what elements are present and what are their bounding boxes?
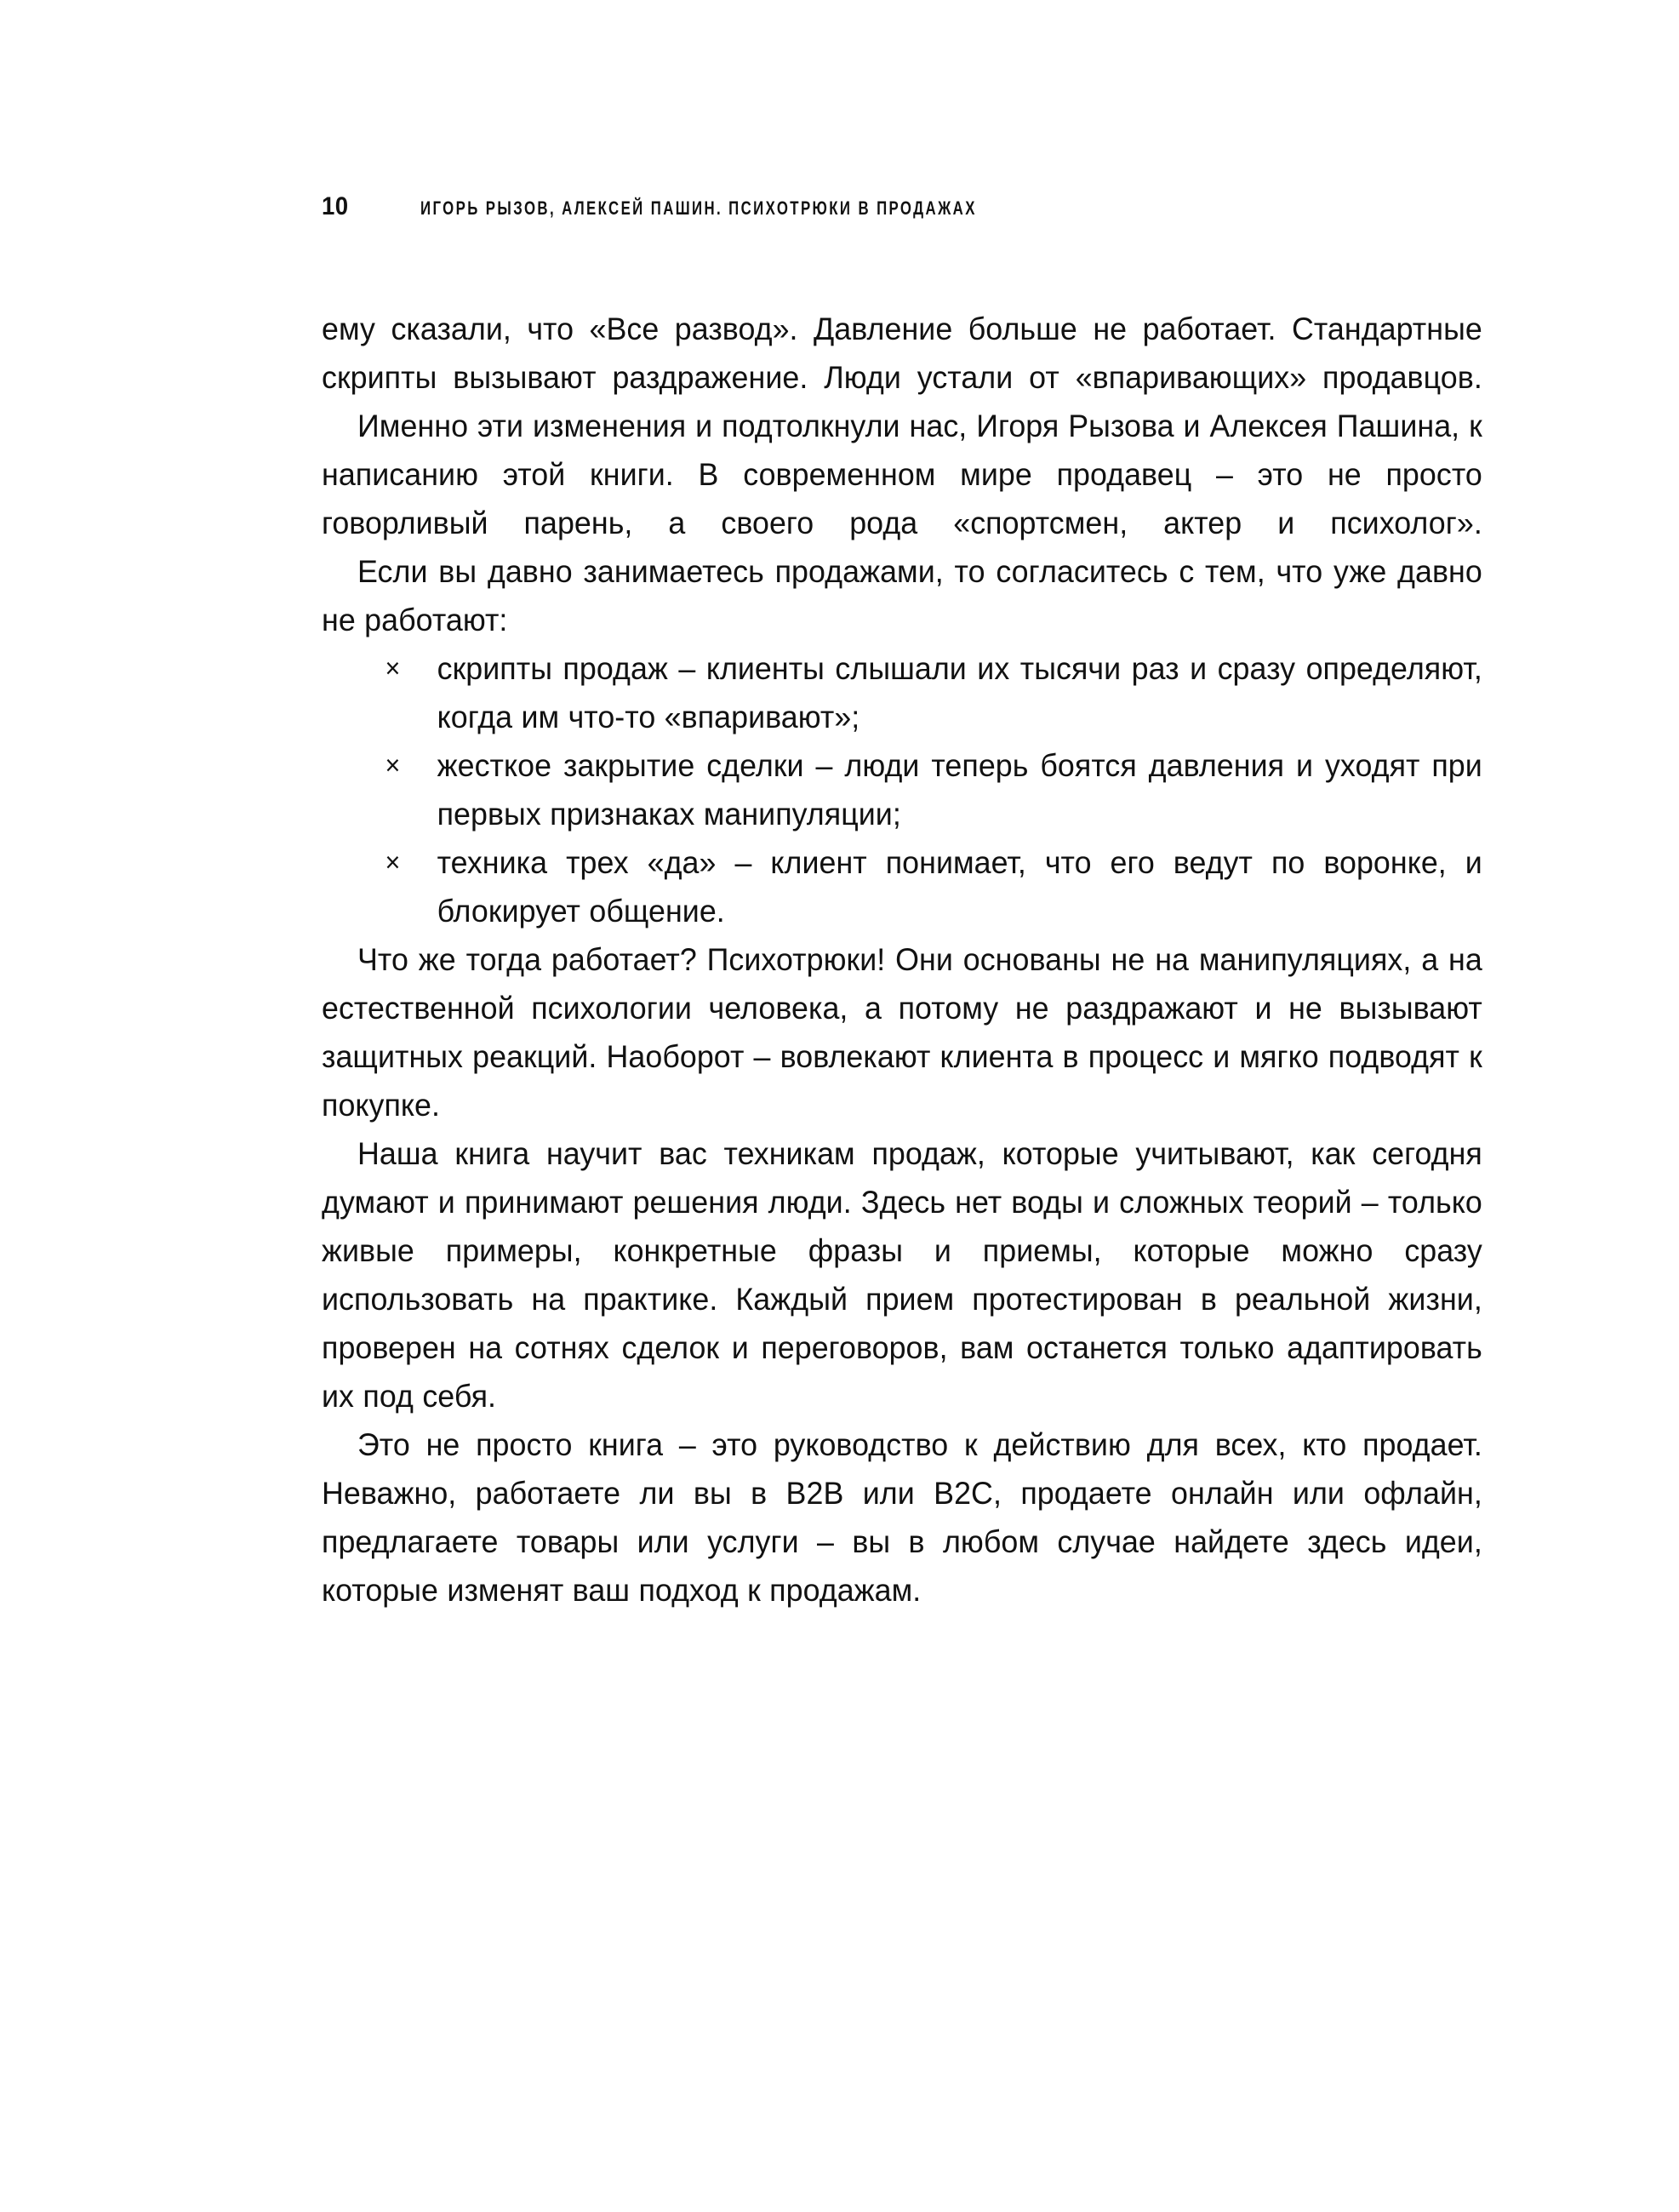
- list-item-label: жесткое закрытие сделки – люди теперь боятся давления и уходят при первых признаках манипуляции;: [437, 747, 1482, 832]
- paragraph: Именно эти изменения и подтолкнули нас, Игоря Рызова и Алексея Пашина, к написанию этой книги. В современном мире продавец – это не просто говорливый парень, а своего рода «спортсмен, актер и психолог».: [322, 408, 1482, 540]
- list-item-label: скрипты продаж – клиенты слышали их тысячи раз и сразу определяют, когда им что-то «впаривают»;: [437, 650, 1482, 734]
- page-number: 10: [322, 192, 349, 220]
- list-item: [322, 838, 1482, 935]
- running-head: [322, 194, 1488, 233]
- list-item: [322, 644, 1482, 741]
- paragraph: Если вы давно занимаетесь продажами, то согласитесь с тем, что уже давно не работают:: [322, 553, 1482, 637]
- multiplication-sign-bullet-icon: ×: [385, 847, 401, 877]
- bullet-list: [322, 644, 1482, 935]
- multiplication-sign-bullet-icon: ×: [385, 750, 401, 780]
- body-text-block: [322, 305, 1482, 1615]
- list-item: [322, 741, 1482, 838]
- paragraph: Что же тогда работает? Психотрюки! Они основаны не на манипуляциях, а на естественной психологии человека, а потому не раздражают и не вызывают защитных реакций. Наоборот – вовлекают клиента в процесс и мягко подводят к покупке.: [322, 941, 1482, 1123]
- running-title: ИГОРЬ РЫЗОВ, АЛЕКСЕЙ ПАШИН. ПСИХОТРЮКИ В ПРОДАЖАХ: [420, 197, 978, 220]
- list-item-label: техника трех «да» – клиент понимает, что его ведут по воронке, и блокирует общение.: [437, 844, 1482, 929]
- paragraph: ему сказали, что «Все развод». Давление больше не работает. Стандартные скрипты вызывают раздражение. Люди устали от «впаривающих» продавцов.: [322, 311, 1482, 395]
- paragraph: Наша книга научит вас техникам продаж, которые учитывают, как сегодня думают и принимают решения люди. Здесь нет воды и сложных теорий – только живые примеры, конкретные фразы и приемы, которые можно сразу использовать на практике. Каждый прием протестирован в реальной жизни, проверен на сотнях сделок и переговоров, вам останется только адаптировать их под себя.: [322, 1135, 1482, 1414]
- multiplication-sign-bullet-icon: ×: [385, 653, 401, 683]
- paragraph: Это не просто книга – это руководство к действию для всех, кто продает. Неважно, работаете ли вы в B2B или B2C, продаете онлайн или офлайн, предлагаете товары или услуги – вы в любом случае найдете здесь идеи, которые изменят ваш подход к продажам.: [322, 1426, 1482, 1608]
